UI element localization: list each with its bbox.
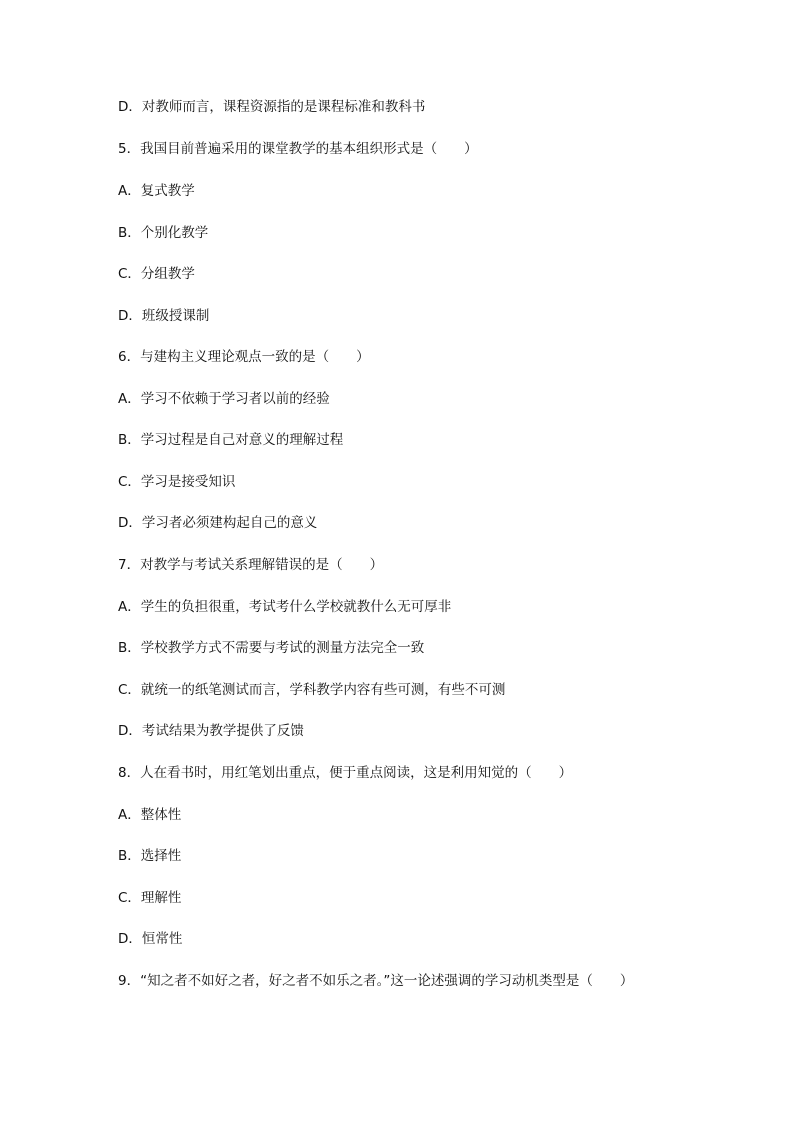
- option-5a: A．复式教学: [118, 183, 195, 199]
- option-8b: B．选择性: [118, 848, 182, 864]
- question-5: 5．我国目前普遍采用的课堂教学的基本组织形式是（ ）: [118, 141, 478, 157]
- option-5c: C．分组教学: [118, 266, 195, 282]
- option-8c: C．理解性: [118, 890, 182, 906]
- option-7d: D．考试结果为教学提供了反馈: [118, 723, 304, 739]
- option-7a: A．学生的负担很重，考试考什么学校就教什么无可厚非: [118, 599, 452, 615]
- option-7c: C．就统一的纸笔测试而言，学科教学内容有些可测，有些不可测: [118, 682, 506, 698]
- option-6b: B．学习过程是自己对意义的理解过程: [118, 432, 344, 448]
- option-8d: D．恒常性: [118, 931, 183, 947]
- option-8a: A．整体性: [118, 807, 182, 823]
- option-7b: B．学校教学方式不需要与考试的测量方法完全一致: [118, 640, 425, 656]
- question-7: 7．对教学与考试关系理解错误的是（ ）: [118, 557, 384, 573]
- option-5d: D．班级授课制: [118, 308, 210, 324]
- option-4d: D．对教师而言，课程资源指的是课程标准和教科书: [118, 99, 426, 115]
- option-6a: A．学习不依赖于学习者以前的经验: [118, 391, 330, 407]
- question-8: 8．人在看书时，用红笔划出重点，便于重点阅读，这是利用知觉的（ ）: [118, 765, 573, 781]
- option-6d: D．学习者必须建构起自己的意义: [118, 515, 318, 531]
- option-6c: C．学习是接受知识: [118, 474, 236, 490]
- question-6: 6．与建构主义理论观点一致的是（ ）: [118, 349, 370, 365]
- option-5b: B．个别化教学: [118, 225, 209, 241]
- question-9: 9．“知之者不如好之者，好之者不如乐之者。”这一论述强调的学习动机类型是（ ）: [118, 973, 634, 989]
